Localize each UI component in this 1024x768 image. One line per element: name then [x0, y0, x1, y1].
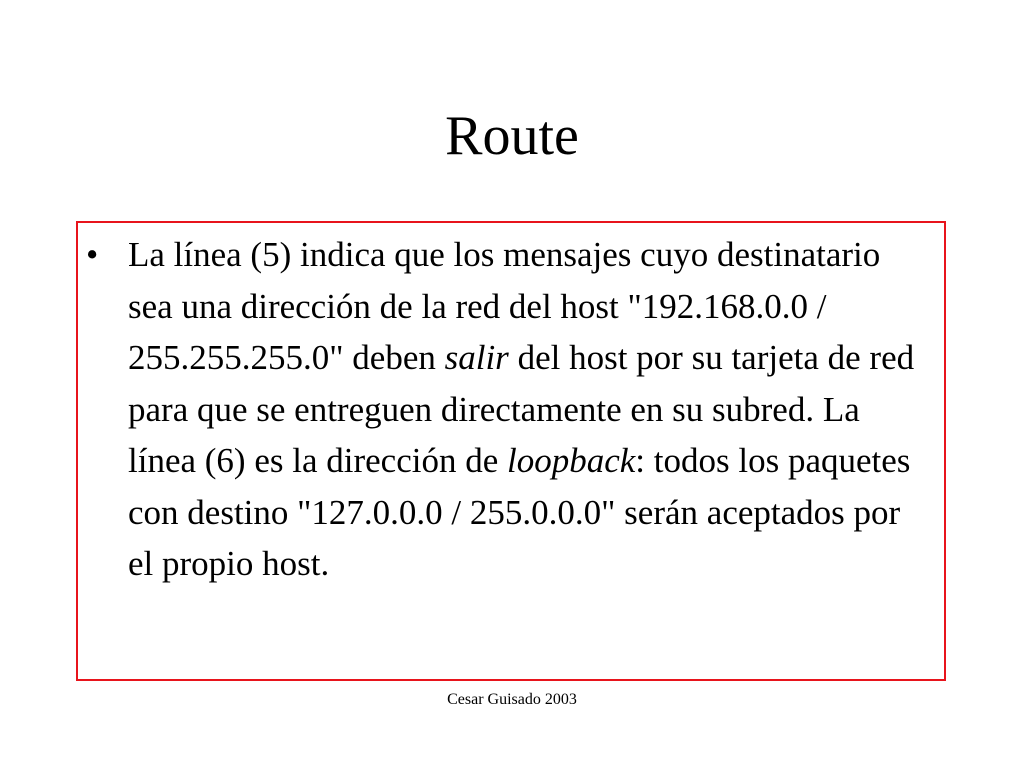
bullet-text-part-2: del host por su tarjeta de red para que se entreguen directamente en su subred. La línea (6) es la dirección de [128, 338, 915, 480]
bullet-marker: • [86, 235, 99, 274]
emphasis-loopback: loopback [506, 441, 636, 480]
content-box [76, 221, 946, 681]
bullet-text-part-1: La línea (5) indica que los mensajes cuyo destinatario sea una dirección de la red del host "192.168.0.0 / 255.255.255.0" deben [128, 235, 881, 377]
bullet-item [86, 229, 928, 590]
emphasis-salir: salir [444, 338, 509, 377]
slide-title: Route [445, 105, 579, 167]
bullet-text-part-3: : todos los paquetes con destino "127.0.0.0 / 255.0.0.0" serán aceptados por el propio host. [128, 441, 911, 583]
footer-credit: Cesar Guisado 2003 [447, 691, 577, 708]
